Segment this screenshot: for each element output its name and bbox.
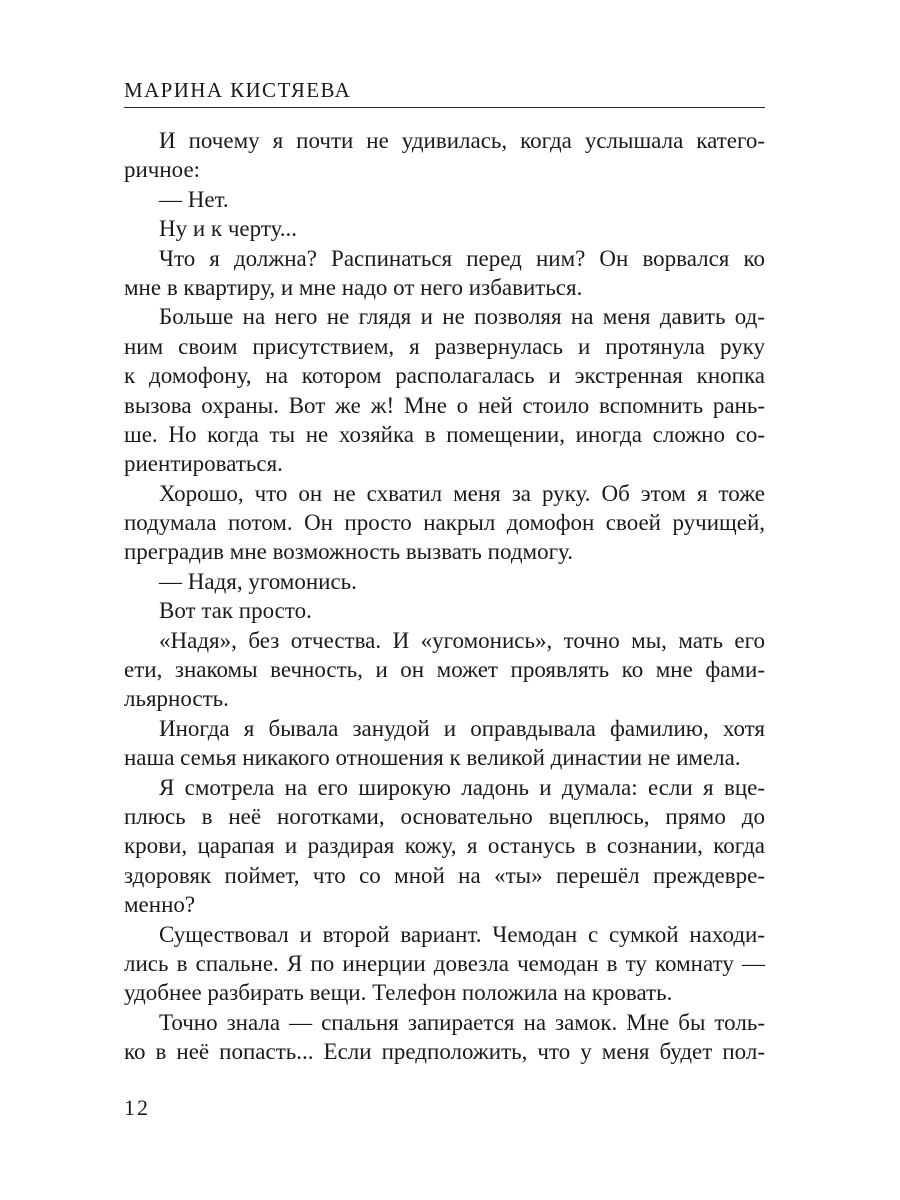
text-line: вызова охраны. Вот же ж! Мне о ней стоило вспомнить рань- <box>124 392 765 418</box>
text-line: Что я должна? Распинаться перед ним? Он ворвался ко <box>159 245 765 271</box>
header-rule <box>124 107 765 108</box>
text-line: удобнее разбирать вещи. Телефон положила на кровать. <box>124 980 673 1006</box>
text-line: Иногда я бывала занудой и оправдывала фамилию, хотя <box>159 715 765 741</box>
text-line: — Нет. <box>159 186 229 212</box>
text-line: ко в неё попасть... Если предположить, что у меня будет пол- <box>124 1039 765 1065</box>
text-line: менно? <box>124 892 196 918</box>
text-line: льярность. <box>124 686 229 712</box>
text-line: плюсь в неё ноготками, основательно вцеплюсь, прямо до <box>124 803 765 829</box>
text-line: здоровяк поймет, что со мной на «ты» перешёл преждевре- <box>124 862 765 888</box>
text-line: «Надя», без отчества. И «угомонись», точно мы, мать его <box>159 627 765 653</box>
text-line: ним своим присутствием, я развернулась и протянула руку <box>124 333 765 359</box>
text-line: Ну и к черту... <box>159 216 298 242</box>
text-line: подумала потом. Он просто накрыл домофон своей ручищей, <box>124 510 765 536</box>
body-text <box>124 126 765 1094</box>
page-number: 12 <box>124 1095 150 1120</box>
text-line: — Надя, угомонись. <box>159 568 357 594</box>
text-line: Существовал и второй вариант. Чемодан с сумкой находи- <box>159 921 765 947</box>
text-line: крови, царапая и раздирая кожу, я останусь в сознании, когда <box>124 833 765 859</box>
text-line: ети, знакомы вечность, и он может проявлять ко мне фами- <box>124 657 765 683</box>
text-line: ричное: <box>124 157 201 183</box>
text-line: ше. Но когда ты не хозяйка в помещении, иногда сложно со- <box>124 421 765 447</box>
text-line: преградив мне возможность вызвать подмогу. <box>124 539 573 565</box>
text-line: лись в спальне. Я по инерции довезла чемодан в ту комнату — <box>124 950 765 976</box>
text-line: мне в квартиру, и мне надо от него избавиться. <box>124 274 583 300</box>
text-line: Я смотрела на его широкую ладонь и думала: если я вце- <box>159 774 765 800</box>
text-line: Вот так просто. <box>159 598 312 624</box>
text-line: Больше на него не глядя и не позволяя на меня давить од- <box>159 304 765 330</box>
text-line: И почему я почти не удивилась, когда услышала катего- <box>159 128 765 153</box>
text-line: Хорошо, что он не схватил меня за руку. Об этом я тоже <box>159 480 765 506</box>
text-line: к домофону, на котором располагалась и экстренная кнопка <box>124 363 765 389</box>
running-head-author: МАРИНА КИСТЯЕВА <box>124 78 352 102</box>
text-line: Точно знала — спальня запирается на замок. Мне бы толь- <box>159 1009 765 1035</box>
text-line: наша семья никакого отношения к великой династии не имела. <box>124 745 741 771</box>
text-line: риентироваться. <box>124 451 283 477</box>
